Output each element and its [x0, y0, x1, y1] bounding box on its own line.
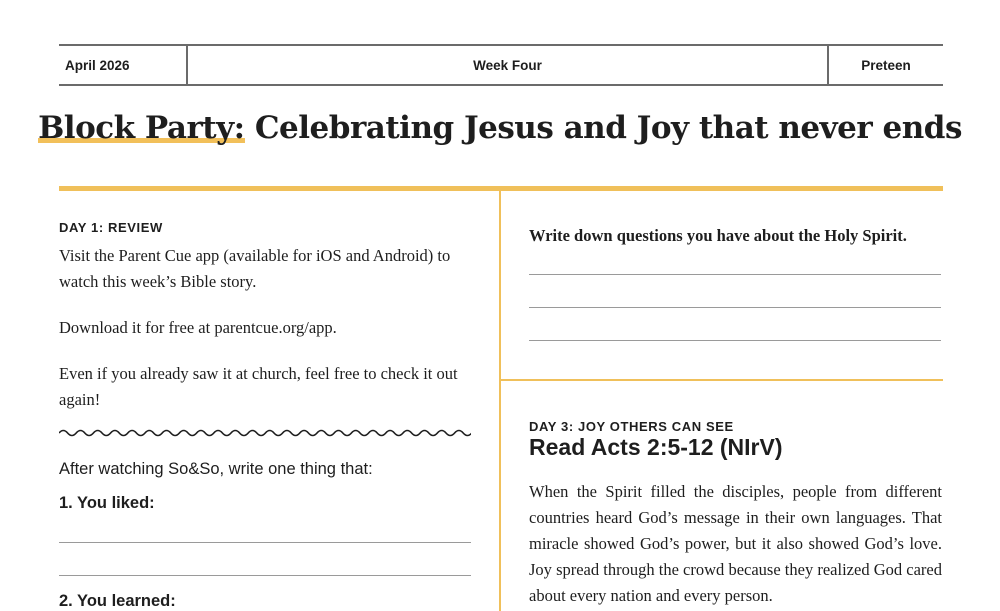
- right-section-divider: [501, 379, 943, 381]
- day3-body: When the Spirit filled the disciples, people from different countries heard God’s message in their own languages. That miracle showed God’s power, but it also showed God’s love. Joy spread through the crowd because they realized God cared about every nation and every person.: [529, 482, 942, 605]
- worksheet-header: [59, 44, 943, 86]
- day1-paragraph-2: Download it for free at parentcue.org/app.: [59, 318, 337, 337]
- header-week: Week Four: [473, 57, 542, 73]
- title-highlight: Block Party:: [38, 110, 245, 146]
- day1-paragraph-3: Even if you already saw it at church, feel free to check it out again!: [59, 364, 458, 409]
- answer-line: [59, 542, 471, 543]
- question-learned: 2. You learned:: [59, 592, 176, 610]
- column-divider: [499, 191, 501, 611]
- wavy-divider: [59, 426, 471, 440]
- title-divider: [59, 186, 943, 191]
- day1-prompt: After watching So&So, write one thing that:: [59, 460, 373, 478]
- day1-paragraph-1: Visit the Parent Cue app (available for iOS and Android) to watch this week’s Bible story.: [59, 246, 451, 291]
- title-rest: Celebrating Jesus and Joy that never ends: [244, 110, 962, 146]
- answer-line: [529, 274, 941, 275]
- header-audience: Preteen: [827, 46, 943, 84]
- header-date: April 2026: [59, 46, 188, 84]
- question-liked: 1. You liked:: [59, 494, 155, 512]
- answer-line: [59, 575, 471, 576]
- page-title: [0, 110, 1000, 146]
- answer-line: [529, 340, 941, 341]
- day3-title: Read Acts 2:5-12 (NIrV): [529, 434, 783, 460]
- day1-label: DAY 1: REVIEW: [59, 220, 163, 235]
- answer-line: [529, 307, 941, 308]
- holy-spirit-question: Write down questions you have about the Holy Spirit.: [529, 226, 907, 245]
- day3-label: DAY 3: JOY OTHERS CAN SEE: [529, 419, 734, 434]
